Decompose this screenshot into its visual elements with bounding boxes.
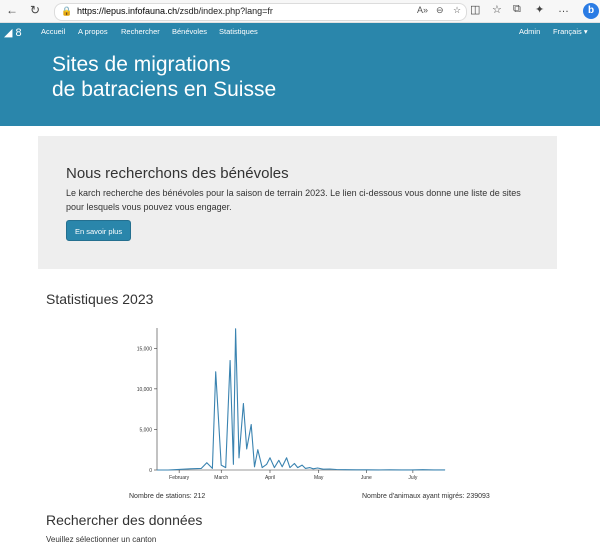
title-line-2: de batraciens en Suisse	[52, 78, 277, 101]
x-axis	[157, 470, 445, 481]
data-point	[330, 469, 331, 470]
nav-rechercher[interactable]: Rechercher	[121, 27, 160, 36]
y-tick-label: 15,000	[136, 346, 152, 353]
data-point	[423, 469, 424, 470]
data-point	[310, 467, 311, 468]
data-point	[251, 424, 252, 425]
url-text[interactable]: https://lepus.infofauna.ch/zsdb/index.php?lang=fr	[77, 6, 273, 16]
zoom-icon[interactable]: ⊖	[436, 5, 444, 15]
data-point	[274, 467, 275, 468]
refresh-icon[interactable]: ↻	[30, 3, 41, 17]
data-point	[445, 470, 446, 471]
data-point	[286, 458, 287, 459]
data-point	[212, 468, 213, 469]
data-point	[157, 470, 158, 471]
data-point	[168, 470, 169, 471]
data-point	[262, 467, 263, 468]
x-tick-label: June	[360, 475, 372, 481]
lock-icon: 🔒	[61, 6, 73, 16]
data-point	[246, 449, 247, 450]
x-tick-label: April	[264, 475, 275, 481]
read-aloud-icon[interactable]: A»	[417, 5, 429, 15]
stats-title: Statistiques 2023	[46, 291, 154, 307]
nav-admin[interactable]: Admin	[519, 27, 541, 36]
series-line	[157, 329, 445, 470]
data-point	[345, 469, 346, 470]
favorites-icon[interactable]: ☆	[492, 4, 502, 16]
migration-chart	[120, 325, 460, 485]
x-tick-label: February	[169, 475, 190, 481]
data-point	[243, 403, 244, 404]
address-bar[interactable]	[54, 3, 467, 21]
data-point	[279, 460, 280, 461]
data-point	[434, 470, 435, 471]
data-point	[207, 462, 208, 463]
hero-banner	[0, 42, 600, 126]
page-title	[52, 52, 276, 102]
animals-count: Nombre d'animaux ayant migrés: 239093	[362, 493, 490, 500]
more-icon[interactable]: …	[558, 3, 569, 15]
x-tick-label: July	[408, 475, 418, 481]
data-point	[305, 468, 306, 469]
volunteer-title: Nous recherchons des bénévoles	[66, 165, 289, 182]
nav-a-propos[interactable]: A propos	[78, 27, 108, 36]
data-point	[239, 458, 240, 459]
data-point	[290, 467, 291, 468]
collections-icon[interactable]: ⧉	[513, 3, 521, 15]
data-point	[302, 465, 303, 466]
data-point	[270, 458, 271, 459]
search-title: Rechercher des données	[46, 512, 203, 528]
data-point	[215, 372, 216, 373]
canton-prompt: Veuillez sélectionner un canton	[46, 535, 157, 544]
data-point	[378, 470, 379, 471]
data-point	[282, 466, 283, 467]
data-point	[356, 469, 357, 470]
nav-statistiques[interactable]: Statistiques	[219, 27, 258, 36]
data-point	[230, 360, 231, 361]
nav-benevoles[interactable]: Bénévoles	[172, 27, 208, 36]
stations-count: Nombre de stations: 212	[129, 493, 206, 500]
data-point	[294, 463, 295, 464]
data-point	[235, 329, 236, 330]
y-tick-label: 10,000	[136, 386, 152, 393]
volunteer-text: Le karch recherche des bénévoles pour la saison de terrain 2023. Le lien ci-dessous vous donne une liste de sites pour lesquels vous pouvez vous engager.	[66, 188, 521, 212]
volunteer-callout	[38, 136, 557, 269]
data-point	[336, 469, 337, 470]
y-tick-label: 5,000	[139, 427, 152, 434]
data-point	[225, 467, 226, 468]
x-tick-label: May	[313, 475, 324, 481]
data-point	[179, 469, 180, 470]
data-point	[367, 470, 368, 471]
plot-area	[157, 329, 446, 471]
copilot-icon[interactable]: b	[583, 3, 599, 19]
site-logo-icon[interactable]: ◢ 8	[4, 27, 22, 39]
data-point	[258, 449, 259, 450]
data-point	[313, 468, 314, 469]
data-point	[190, 468, 191, 469]
data-point	[297, 467, 298, 468]
data-point	[317, 468, 318, 469]
y-axis	[137, 328, 157, 474]
data-point	[400, 470, 401, 471]
data-point	[323, 469, 324, 470]
back-icon[interactable]: ←	[6, 3, 18, 17]
data-point	[411, 470, 412, 471]
site-navbar	[0, 23, 600, 42]
extensions-icon[interactable]: ✦	[535, 4, 545, 16]
x-tick-label: March	[214, 475, 229, 481]
data-point	[266, 464, 267, 465]
language-select[interactable]: Français ▾	[553, 27, 588, 36]
data-point	[233, 464, 234, 465]
data-point	[254, 466, 255, 467]
data-point	[389, 469, 390, 470]
data-point	[221, 465, 222, 466]
y-tick-label: 0	[149, 468, 152, 474]
browser-toolbar	[0, 0, 600, 23]
learn-more-button[interactable]: En savoir plus	[66, 220, 131, 241]
favorite-icon[interactable]: ☆	[453, 5, 462, 15]
split-screen-icon[interactable]: ◫	[470, 4, 481, 16]
nav-accueil[interactable]: Accueil	[41, 27, 66, 36]
data-point	[201, 468, 202, 469]
title-line-1: Sites de migrations	[52, 53, 231, 76]
